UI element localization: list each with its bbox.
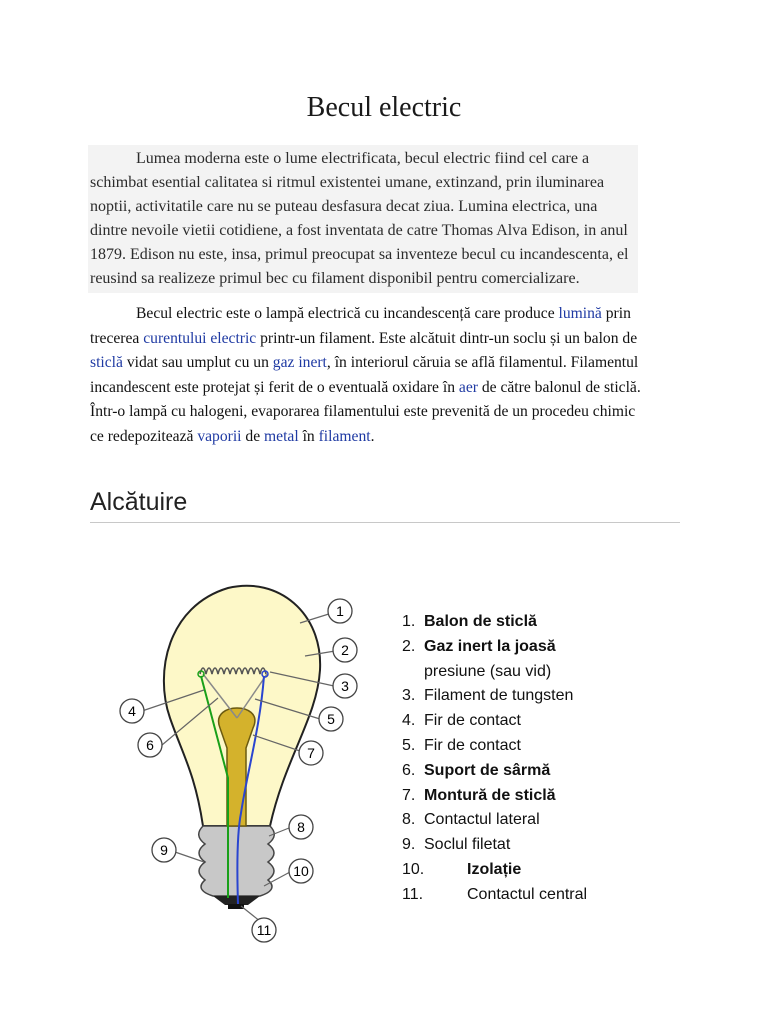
callout-label: 9 xyxy=(160,842,168,858)
legend-item-continuation: presiune (sau vid) xyxy=(424,662,552,680)
link-vaporii[interactable]: vaporii xyxy=(197,427,242,445)
legend-item: 4. Fir de contact xyxy=(402,712,521,730)
callout-label: 2 xyxy=(341,642,349,658)
legend-item: 2. Gaz inert la joasă xyxy=(402,637,556,655)
para-text: printr-un filament. Este alcătuit dintr-un soclu și un balon de xyxy=(256,329,638,347)
parts-legend xyxy=(402,610,587,908)
insulation xyxy=(213,896,260,905)
intro-paragraph xyxy=(88,145,638,293)
callout-label: 1 xyxy=(336,603,344,619)
para-text: de xyxy=(241,427,265,445)
callout-label: 3 xyxy=(341,678,349,694)
legend-item: 9. Soclul filetat xyxy=(402,836,511,854)
callout-label: 11 xyxy=(256,922,272,938)
para-text: în xyxy=(298,427,319,445)
para-text: , în interiorul căruia se află filamentul. Filamentul incandescent este protejat și ferit de o eventuală oxidare în xyxy=(90,354,639,396)
callout-label: 5 xyxy=(327,711,335,727)
intro-text: Lumea moderna este o lume electrificata, becul electric fiind cel care a schimbat esential calitatea si ritmul existentei umane, extinzand, prin iluminarea noptii, activitatile care nu se puteau desfasura decat ziua. Lumina electrica, una dintre nevoile vietii cotidiene, a fost inventata de catre Thomas Alva Edison, in anul 1879. Edison nu este, insa, primul preocupat sa inventeze becul cu incandescenta, el reusind sa realizeze primul bec cu filament disponibil pentru comercializare. xyxy=(90,150,629,287)
link-aer[interactable]: aer xyxy=(458,378,478,396)
callout-label: 10 xyxy=(293,863,309,879)
legend-item: 3. Filament de tungsten xyxy=(402,687,574,705)
bulb-diagram xyxy=(110,568,400,948)
para-text: vidat sau umplut cu un xyxy=(122,354,273,371)
para-text: prin trecerea xyxy=(90,305,631,347)
callout-label: 7 xyxy=(307,745,315,761)
link-gaz-inert[interactable]: gaz inert xyxy=(272,354,327,371)
legend-item: 6. Suport de sârmă xyxy=(402,761,551,779)
link-lumina[interactable]: lumină xyxy=(558,305,602,322)
para-text: este o lampă electrică cu incandescență care produce xyxy=(222,305,559,322)
callout-label: 8 xyxy=(297,819,305,835)
para-text: de către balonul de sticlă. Într-o lampă cu halogeni, evaporarea filamentului este prevenită de un procedeu chimic ce redepozitează xyxy=(90,378,641,445)
link-sticla[interactable]: sticlă xyxy=(90,354,123,371)
link-metal[interactable]: metal xyxy=(264,427,299,445)
legend-item: 10. Izolație xyxy=(402,860,522,878)
para-text: Becul electric xyxy=(136,305,223,322)
page-title: Becul electric xyxy=(306,92,462,123)
link-filament[interactable]: filament xyxy=(318,427,371,445)
legend-item: 11. Contactul central xyxy=(402,885,588,903)
callout-label: 6 xyxy=(146,737,154,753)
section-divider xyxy=(90,522,680,523)
callout-label: 4 xyxy=(128,703,136,719)
link-curent-electric[interactable]: curentului electric xyxy=(143,329,257,347)
para-text: . xyxy=(370,427,375,445)
description-paragraph xyxy=(90,302,650,449)
legend-item: 7. Montură de sticlă xyxy=(402,786,556,804)
legend-item: 8. Contactul lateral xyxy=(402,811,540,829)
legend-item: 1. Balon de sticlă xyxy=(402,613,537,630)
section-heading: Alcătuire xyxy=(90,488,188,516)
legend-item: 5. Fir de contact xyxy=(402,736,521,754)
